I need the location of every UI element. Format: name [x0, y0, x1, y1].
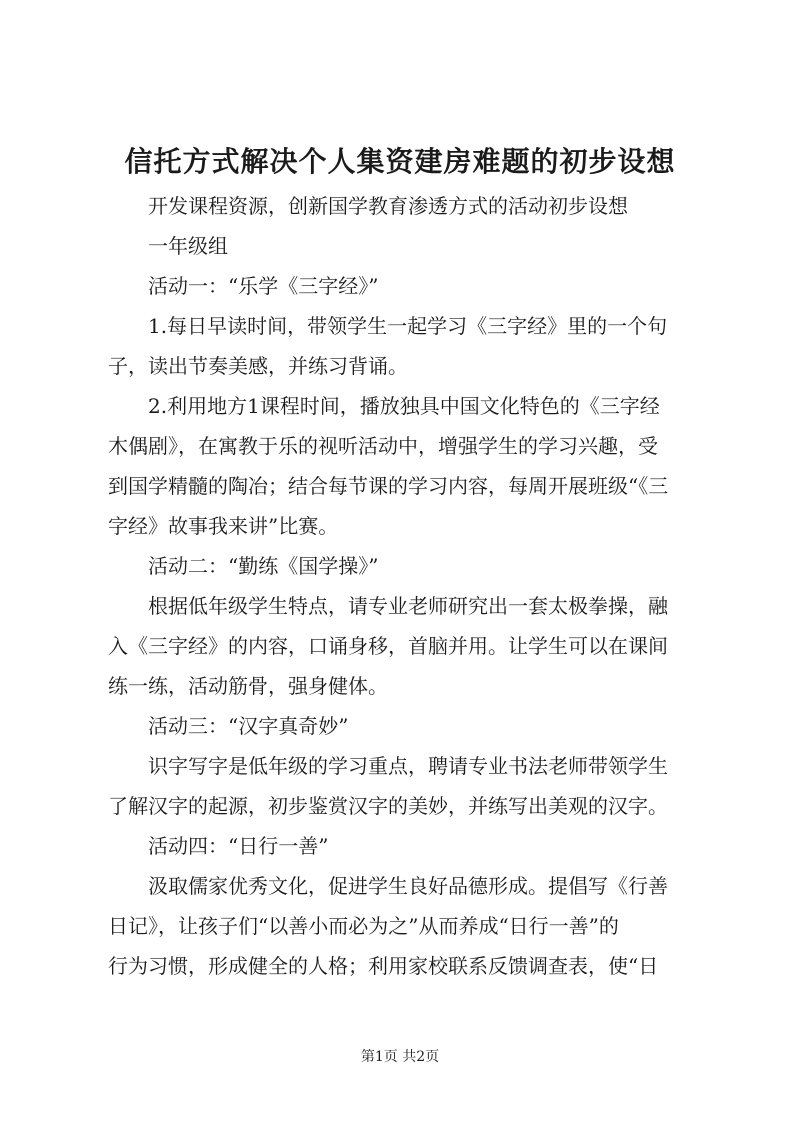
- body-line: 入《三字经》的内容，口诵身移，首脑并用。让学生可以在课间: [108, 634, 668, 658]
- body-line: 了解汉字的起源，初步鉴赏汉字的美妙，并练写出美观的汉字。: [108, 794, 668, 818]
- body-line: 活动一：“乐学《三字经》”: [148, 274, 379, 298]
- body-line: 练一练，活动筋骨，强身健体。: [108, 674, 388, 698]
- body-line: 一年级组: [148, 234, 228, 258]
- document-title: 信托方式解决个人集资建房难题的初步设想: [124, 145, 676, 178]
- body-line: 行为习惯，形成健全的人格；利用家校联系反馈调查表，使“日: [108, 954, 659, 978]
- body-line: 识字写字是低年级的学习重点，聘请专业书法老师带领学生: [148, 754, 668, 778]
- body-line: 日记》，让孩子们“以善小而必为之”从而养成“日行一善”的: [108, 914, 619, 938]
- body-line: 到国学精髓的陶冶；结合每节课的学习内容，每周开展班级“《三: [108, 474, 669, 498]
- body-line: 2.利用地方1课程时间，播放独具中国文化特色的《三字经: [148, 394, 660, 418]
- body-line: 活动三：“汉字真奇妙”: [148, 714, 349, 738]
- body-line: 开发课程资源，创新国学教育渗透方式的活动初步设想: [148, 194, 628, 218]
- body-line: 木偶剧》，在寓教于乐的视听活动中，增强学生的学习兴趣，受: [108, 434, 658, 458]
- body-line: 根据低年级学生特点，请专业老师研究出一套太极拳操，融: [148, 594, 668, 618]
- page-number: 第1页 共2页: [360, 1049, 440, 1065]
- body-line: 子，读出节奏美感，并练习背诵。: [108, 354, 408, 378]
- document-body: [108, 186, 708, 986]
- body-line: 1.每日早读时间，带领学生一起学习《三字经》里的一个句: [148, 314, 668, 338]
- body-line: 汲取儒家优秀文化，促进学生良好品德形成。提倡写《行善: [148, 874, 668, 898]
- body-line: 活动四：“日行一善”: [148, 834, 329, 858]
- body-line: 字经》故事我来讲”比赛。: [108, 514, 339, 538]
- body-line: 活动二：“勤练《国学操》”: [148, 554, 379, 578]
